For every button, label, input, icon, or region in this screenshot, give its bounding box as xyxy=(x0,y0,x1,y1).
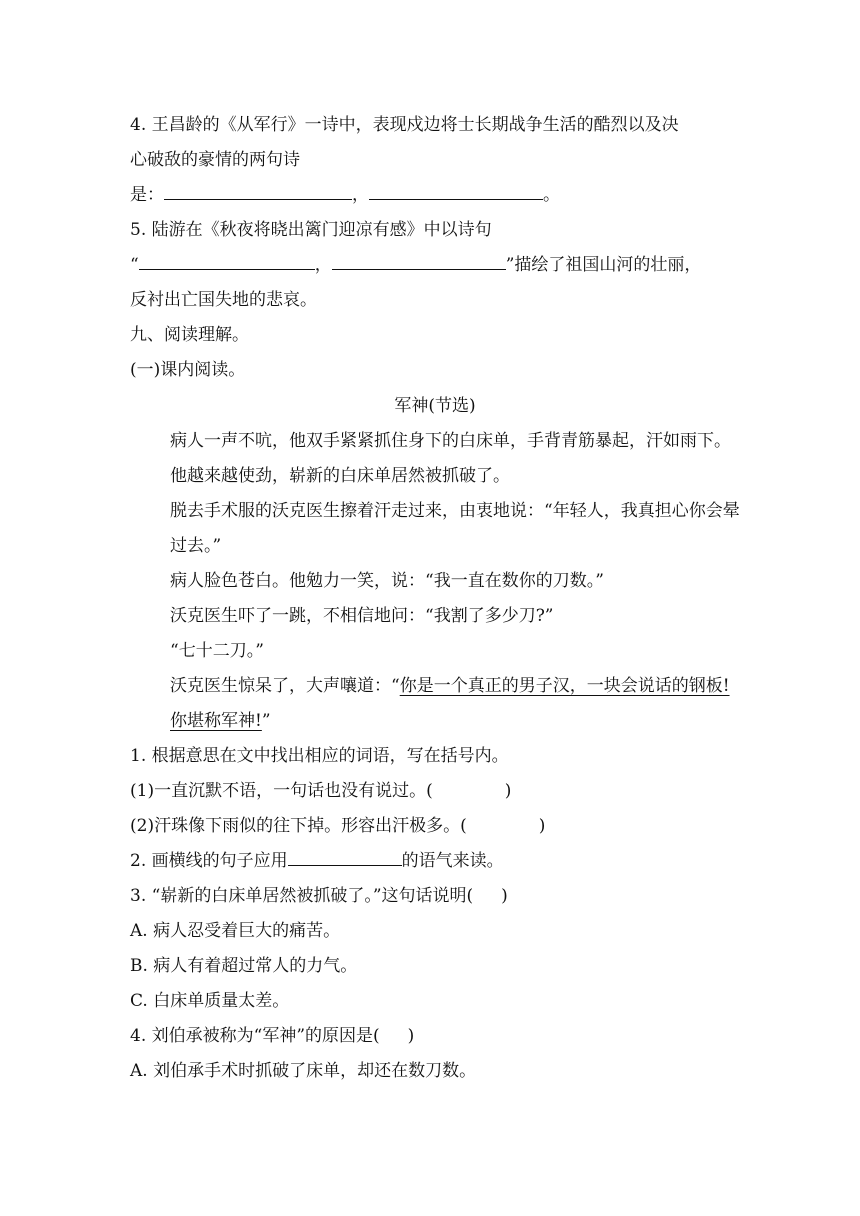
q5-comma: ， xyxy=(314,255,332,275)
passage-paragraph-6 xyxy=(130,669,740,739)
passage-paragraph-3: 病人脸色苍白。他勉力一笑，说：“我一直在数你的刀数。” xyxy=(170,571,604,591)
section-heading: 九、阅读理解。 xyxy=(130,325,249,345)
question-3-option-b[interactable]: B. 病人有着超过常人的力气。 xyxy=(130,956,358,976)
q5-line-1: 5. 陆游在《秋夜将晓出篱门迎凉有感》中以诗句 xyxy=(130,220,492,240)
q5-line-3: 反衬出亡国失地的悲哀。 xyxy=(130,290,317,310)
passage-paragraph-2: 脱去手术服的沃克医生擦着汗走过来，由衷地说：“年轻人，我真担心你会晕过去。” xyxy=(170,501,740,556)
q4-line-3 xyxy=(130,178,740,213)
question-4-close: ) xyxy=(407,1026,415,1046)
worksheet-content xyxy=(130,108,740,1089)
q4-comma: ， xyxy=(352,185,369,205)
question-1: 1. 根据意思在文中找出相应的词语，写在括号内。 xyxy=(130,746,509,766)
section-subheading: (一)课内阅读。 xyxy=(130,360,246,380)
question-3-text: 3. “崭新的白床单居然被抓破了。”这句话说明( xyxy=(130,886,474,906)
passage-paragraph-4: 沃克医生吓了一跳，不相信地问：“我割了多少刀?” xyxy=(170,606,554,626)
question-3-option-c[interactable]: C. 白床单质量太差。 xyxy=(130,991,290,1011)
question-1-2-text: (2)汗珠像下雨似的往下掉。形容出汗极多。( xyxy=(130,816,467,836)
q4-blank-2[interactable] xyxy=(369,183,543,200)
passage-paragraph-1: 病人一声不吭，他双手紧紧抓住身下的白床单，手背青筋暴起，汗如雨下。他越来越使劲，崭新的白床单居然被抓破了。 xyxy=(170,431,731,486)
passage-title: 军神(节选) xyxy=(394,396,476,416)
q4-line-1: 4. 王昌龄的《从军行》一诗中，表现戍边将士长期战争生活的酷烈以及决 xyxy=(130,115,679,135)
question-1-1 xyxy=(130,774,740,809)
question-4-text: 4. 刘伯承被称为“军神”的原因是( xyxy=(130,1026,380,1046)
question-3-option-a[interactable]: A. 病人忍受着巨大的痛苦。 xyxy=(130,921,341,941)
question-4 xyxy=(130,1019,740,1054)
q5-tail: ”描绘了祖国山河的壮丽， xyxy=(505,255,702,275)
q5-line-2 xyxy=(130,248,740,283)
q4-end: 。 xyxy=(543,185,560,205)
question-1-1-text: (1)一直沉默不语，一句话也没有说过。( xyxy=(130,781,433,801)
question-2-post: 的语气来读。 xyxy=(401,851,504,871)
question-1-2-close: ) xyxy=(538,816,546,836)
q5-open-quote: “ xyxy=(130,255,139,275)
q4-line-2: 心破敌的豪情的两句诗 xyxy=(130,150,300,170)
question-3-close: ) xyxy=(501,886,508,906)
question-1-2 xyxy=(130,809,740,844)
question-2 xyxy=(130,844,740,879)
underlined-sentence: 你是一个真正的男子汉，一块会说话的钢板!你堪称军神! xyxy=(170,676,730,731)
question-3 xyxy=(130,879,740,914)
passage-paragraph-5: “七十二刀。” xyxy=(170,641,264,661)
q4-prefix: 是： xyxy=(130,185,164,205)
passage-p6-close: ” xyxy=(261,711,271,731)
question-2-pre: 2. 画横线的句子应用 xyxy=(130,851,288,871)
question-1-1-close: ) xyxy=(504,781,512,801)
q5-blank-1[interactable] xyxy=(139,253,315,270)
q5-blank-2[interactable] xyxy=(332,253,506,270)
q4-blank-1[interactable] xyxy=(164,183,352,200)
question-4-option-a[interactable]: A. 刘伯承手术时抓破了床单，却还在数刀数。 xyxy=(130,1061,477,1081)
passage-p6-plain: 沃克医生惊呆了，大声嚷道：“ xyxy=(170,676,400,696)
question-2-blank[interactable] xyxy=(288,849,402,866)
